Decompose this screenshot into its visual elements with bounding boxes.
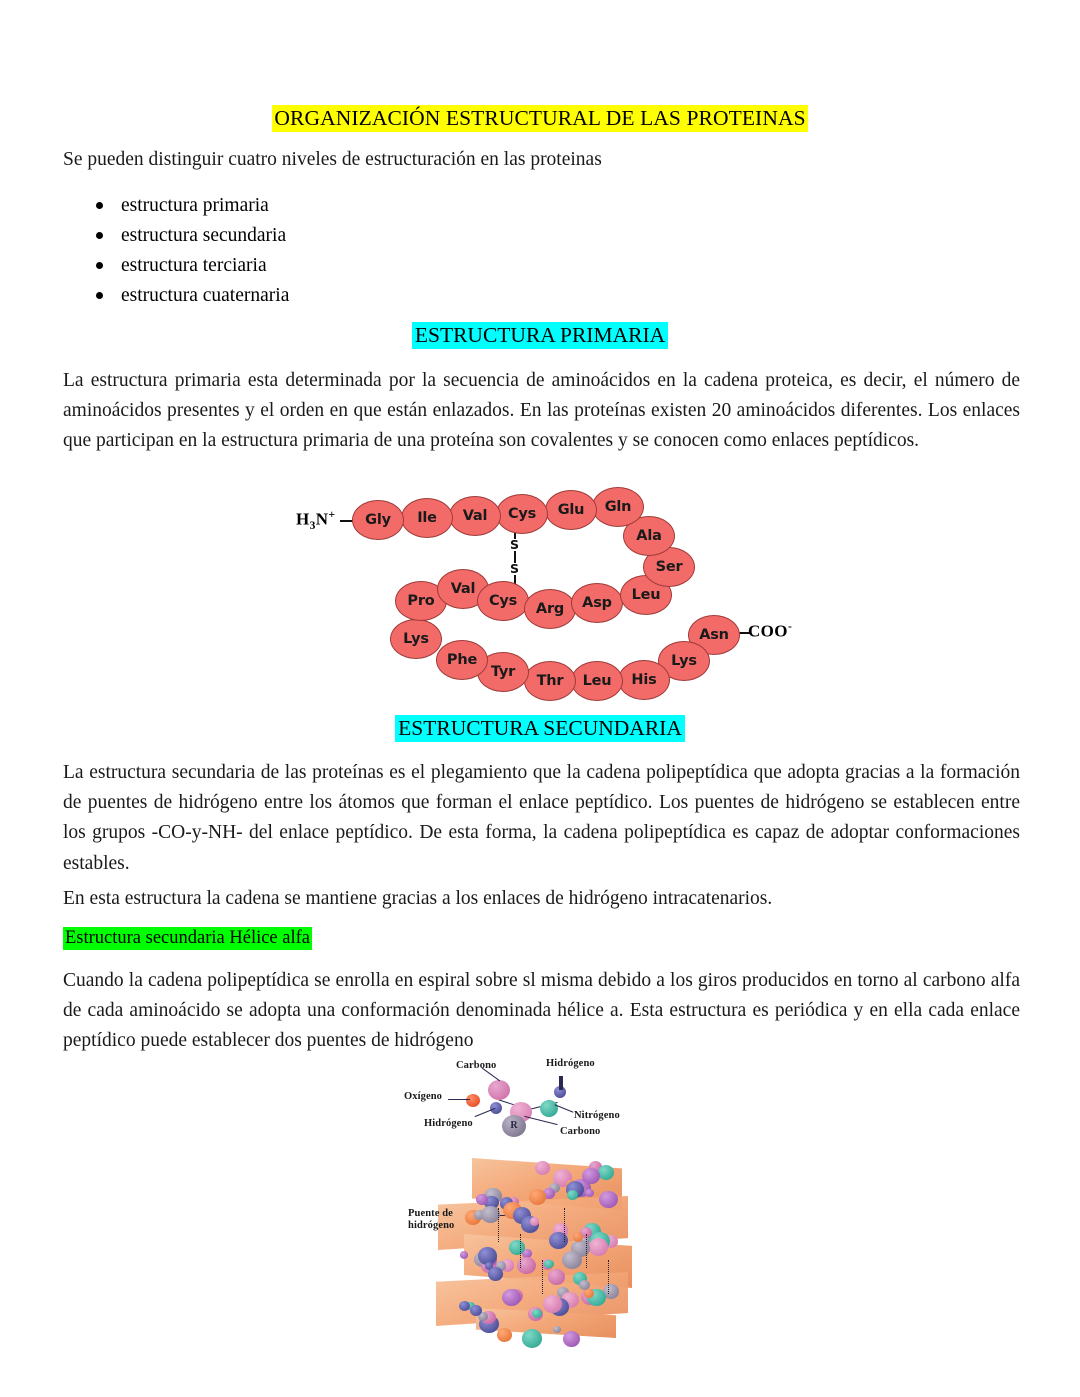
residue-oval [352,500,404,540]
residue-label: Gly [365,512,391,528]
helix-atom [584,1289,594,1298]
lead-paragraph: Se pueden distinguir cuatro niveles de estructuración en las proteinas [63,149,602,170]
residue-oval [477,581,529,621]
residue-label: Thr [536,673,564,689]
helix-atom [532,1309,542,1318]
list-item [63,251,289,281]
atom-oxygen [466,1094,480,1107]
structure-levels-list [63,191,289,311]
bullet-icon [96,262,103,269]
legend-label-nitrogeno: Nitrógeno [574,1110,620,1121]
legend-label-oxigeno: Oxígeno [404,1091,443,1102]
residue-label: Cys [488,593,518,609]
residue-label: Tyr [490,664,516,680]
legend-label-hidrogeno-upper: Hidrógeno [546,1058,595,1069]
residue-label: Leu [631,587,661,603]
residue-label: Ser [655,559,683,575]
list-item [63,191,289,221]
residue-oval [401,498,453,538]
helix-atom [573,1232,583,1242]
list-item-label: estructura primaria [121,195,269,216]
hydrogen-bond-dashed-line [586,1234,587,1268]
hydrogen-bond-dashed-line [498,1208,499,1242]
page-title: ORGANIZACIÓN ESTRUCTURAL DE LAS PROTEINAS [274,106,806,130]
helix-atom [548,1269,565,1285]
residue-label: Glu [557,502,585,518]
list-item-label: estructura secundaria [121,225,287,246]
paragraph-secundaria-1: La estructura secundaria de las proteínas es el plegamiento que la cadena polipeptídica que adopta gracias a la formación de puentes de hidrógeno entre los átomos que forman el enlace peptídico. Los puentes de hidrógeno se establecen entre los grupos -CO-y-NH- del enlace peptídico. De esta forma, la cadena polipeptídica es capaz de adoptar conformaciones estables. [63,762,1020,874]
residue-label: Ala [636,528,662,544]
figure-amino-acid-chain [296,487,793,702]
legend-label-carbono-upper: Carbono [456,1060,497,1071]
residue-label: Lys [403,631,429,647]
atom-nitrogen [540,1100,558,1117]
residue-oval [436,640,488,680]
hydrogen-bond-dashed-line [564,1208,565,1242]
residue-label: Ile [417,510,437,526]
residue-oval [390,619,442,659]
helix-atom [598,1165,614,1180]
c-terminus-label: COO- [748,621,793,641]
leader-carbono-lower [524,1116,557,1125]
residue-oval [449,496,501,536]
n-terminus-label: $H_3N^+$ [296,509,336,533]
residue-oval [571,583,623,623]
paragraph-secundaria-2: En esta estructura la cadena se mantiene gracias a los enlaces de hidrógeno intracatenarios. [63,888,773,909]
hydrogen-bridge-label: Puente de hidrógeno [408,1208,455,1231]
legend-label-carbono-lower: Carbono [560,1126,601,1137]
residue-label: Asp [582,595,612,611]
residue-oval [571,661,623,701]
document-title-container [0,105,1080,132]
helix-atom [476,1194,488,1205]
section-heading-secundaria-container [0,715,1080,742]
bullet-icon [96,232,103,239]
residue-label: Arg [535,601,565,617]
hydrogen-bond-dashed-line [542,1260,543,1294]
helix-atom [529,1189,546,1205]
residue-label: Lys [671,653,697,669]
residue-oval [545,490,597,530]
helix-atom [509,1240,525,1255]
leader-hidrogeno-right [559,1076,563,1090]
residue-label: Val [450,581,476,597]
section-heading-primaria-container [0,322,1080,349]
residue-label: Pro [407,593,435,609]
subheading-helice-alfa: Estructura secundaria Hélice alfa [65,928,310,948]
residue-label: Cys [507,506,537,522]
helix-atom [522,1329,542,1348]
residue-oval [618,660,670,700]
section-heading-secundaria: ESTRUCTURA SECUNDARIA [395,715,685,742]
legend-label-hidrogeno-lower: Hidrógeno [424,1118,473,1129]
helix-atom [481,1206,500,1223]
helix-atom [567,1190,578,1200]
hydrogen-bond-dashed-line [520,1234,521,1268]
residue-label: Leu [582,673,612,689]
figure-alpha-helix [402,1058,674,1338]
helix-atom [563,1331,580,1347]
residue-label: Phe [446,652,478,668]
bullet-icon [96,202,103,209]
residue-label: His [631,672,657,688]
disulfide-sulfur-top: S [510,537,520,552]
disulfide-sulfur-bottom: S [510,561,520,576]
residue-label: Asn [699,627,729,643]
list-item [63,221,289,251]
atom-r-group [502,1115,526,1137]
leader-oxigeno [448,1099,470,1100]
helix-atom [582,1168,599,1184]
residue-oval [592,487,644,527]
residue-oval [496,494,548,534]
list-item [63,281,289,311]
list-item-label: estructura cuaternaria [121,285,290,306]
residue-oval [524,661,576,701]
paragraph-primaria: La estructura primaria esta determinada por la secuencia de aminoácidos en la cadena proteica, es decir, el número de aminoácidos presentes y el orden en que están enlazados. En las proteínas existen 20 aminoácidos diferentes. Los enlaces que participan en la estructura primaria de una proteína son covalentes y se conocen como enlaces peptídicos. [63,370,1020,452]
residue-label: Val [462,508,488,524]
hydrogen-bond-dashed-line [608,1260,609,1294]
helix-atom [544,1260,554,1269]
list-item-label: estructura terciaria [121,255,267,276]
residue-label: Gln [604,499,632,515]
residue-oval [524,589,576,629]
helix-atom [535,1161,550,1175]
paragraph-helice-alfa: Cuando la cadena polipeptídica se enrolla en espiral sobre sl misma debido a los giros producidos en torno al carbono alfa de cada aminoácido se adopta una conformación denominada hélice a. Esta estructura es periódica y en ella cada enlace peptídico puede establecer dos puentes de hidrógeno [63,970,1020,1052]
bullet-icon [96,292,103,299]
section-heading-primaria: ESTRUCTURA PRIMARIA [412,322,668,349]
atom-carbon-upper [488,1080,510,1100]
subheading-helice-alfa-container [63,926,312,950]
helix-atom [497,1328,512,1342]
helix-atom [589,1238,609,1256]
r-group-label: R [510,1120,518,1131]
helix-atom [585,1189,594,1197]
